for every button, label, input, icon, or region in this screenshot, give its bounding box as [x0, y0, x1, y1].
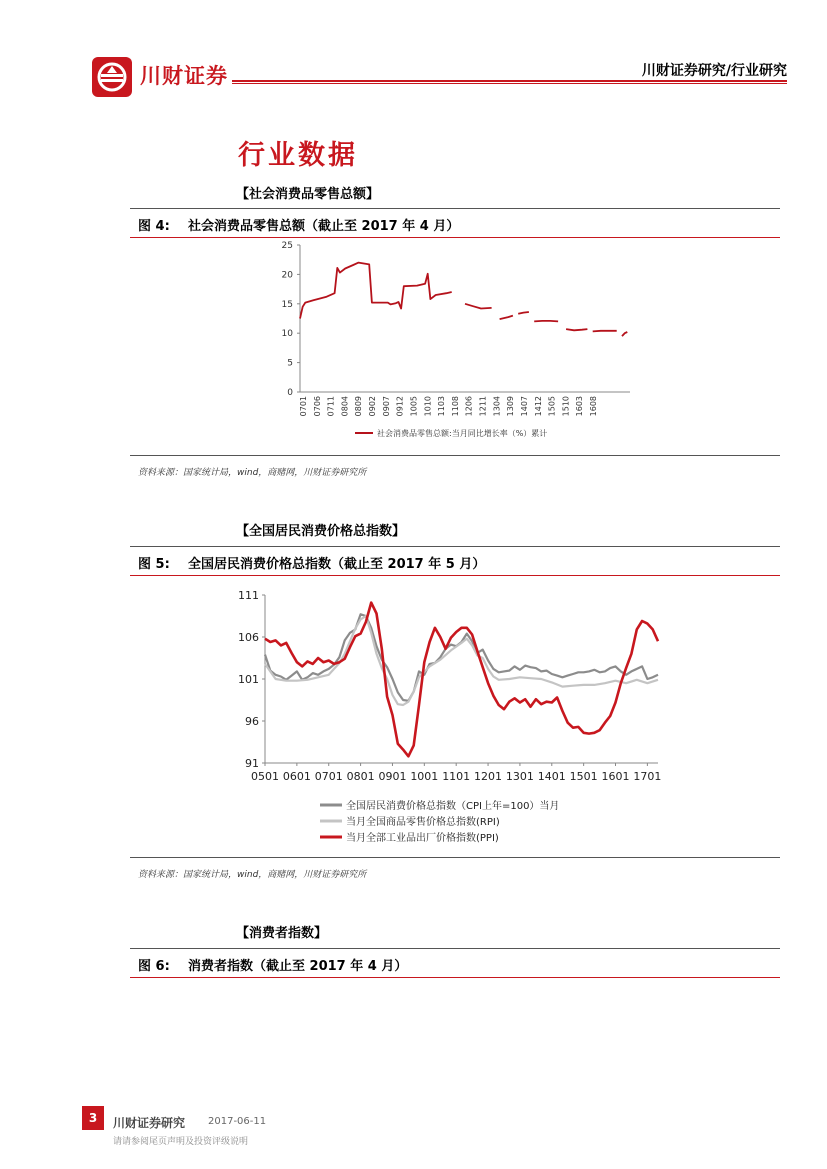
x-tick-label: 1103: [437, 396, 447, 417]
footer-disclaimer: 请请参阅尾页声明及投资评级说明: [113, 1137, 249, 1147]
y-tick-label: 5: [287, 358, 293, 369]
figure-source: 资料来源：国家统计局，wind，商赌网，川财证券研究所: [138, 468, 367, 478]
y-tick-label: 10: [281, 329, 293, 340]
y-tick-label: 96: [245, 715, 259, 728]
footer-brand: 川财证券研究: [113, 1116, 186, 1130]
retail-sales-chart: [265, 238, 645, 444]
x-tick-label: 1301: [505, 770, 534, 783]
x-tick-label: 0809: [354, 396, 364, 417]
series-line: [534, 321, 558, 322]
legend-label: 当月全国商品零售价格总指数(RPI): [346, 817, 500, 828]
x-tick-label: 0901: [378, 770, 407, 783]
x-tick-label: 0706: [312, 396, 322, 417]
x-tick-label: 0701: [299, 396, 308, 417]
header-divider: [232, 80, 787, 82]
series-line: [465, 304, 492, 309]
series-line: [593, 331, 617, 332]
x-tick-label: 0601: [282, 770, 311, 783]
figure-label: 图 4:: [138, 219, 170, 234]
subhead-cpi: 【全国居民消费价格总指数】: [236, 524, 406, 539]
x-tick-label: 1505: [547, 396, 557, 417]
x-tick-label: 1309: [506, 396, 516, 417]
x-tick-label: 1510: [561, 396, 571, 417]
price-index-chart: [225, 583, 675, 848]
legend-label: 社会消费品零售总额:当月同比增长率（%）累计: [377, 429, 548, 438]
figure-title: 消费者指数（截止至 2017 年 4 月）: [188, 959, 408, 974]
x-tick-label: 1206: [464, 396, 474, 417]
x-tick-label: 0701: [314, 770, 343, 783]
figure-5-caption: [130, 546, 780, 576]
x-tick-label: 1304: [492, 396, 502, 417]
series-line: [566, 329, 587, 330]
figure-title: 社会消费品零售总额（截止至 2017 年 4 月）: [188, 219, 460, 234]
x-tick-label: 1201: [474, 770, 503, 783]
y-tick-label: 0: [287, 388, 293, 398]
x-tick-label: 1601: [601, 770, 630, 783]
source-divider: [130, 455, 780, 456]
x-tick-label: 1501: [569, 770, 598, 783]
x-tick-label: 0801: [346, 770, 375, 783]
figure-title: 全国居民消费价格总指数（截止至 2017 年 5 月）: [188, 557, 486, 572]
y-tick-label: 111: [238, 589, 259, 602]
y-tick-label: 20: [281, 270, 293, 281]
series-line: [622, 332, 627, 336]
figure-source: 资料来源：国家统计局，wind，商赌网，川财证券研究所: [138, 870, 367, 880]
figure-label: 图 5:: [138, 557, 170, 572]
figure-6-caption: [130, 948, 780, 978]
footer-date: 2017-06-11: [208, 1116, 267, 1127]
x-tick-label: 1701: [633, 770, 662, 783]
page-number: 3: [82, 1106, 104, 1130]
y-tick-label: 101: [238, 673, 259, 686]
series-line: [518, 312, 529, 314]
x-tick-label: 0804: [340, 396, 350, 417]
legend-label: 全国居民消费价格总指数（CPI上年=100）当月: [346, 801, 560, 812]
brand-logo-icon: [92, 57, 132, 97]
x-tick-label: 0711: [326, 396, 336, 417]
x-tick-label: 1010: [423, 396, 433, 417]
x-tick-label: 1101: [442, 770, 471, 783]
x-tick-label: 1401: [537, 770, 566, 783]
y-tick-label: 15: [281, 299, 293, 310]
x-tick-label: 1608: [589, 396, 598, 417]
series-line: [265, 603, 658, 757]
x-tick-label: 1001: [410, 770, 439, 783]
figure-4-caption: [130, 208, 780, 238]
section-title: 行业数据: [238, 140, 358, 171]
subhead-retail-sales: 【社会消费品零售总额】: [236, 187, 380, 202]
subhead-consumer-index: 【消费者指数】: [236, 926, 328, 941]
x-tick-label: 1108: [450, 396, 460, 417]
y-tick-label: 91: [245, 757, 259, 770]
x-tick-label: 1407: [519, 396, 529, 417]
source-divider: [130, 857, 780, 858]
y-tick-label: 25: [281, 241, 293, 251]
y-tick-label: 106: [238, 631, 259, 644]
brand-name: 川财证券: [140, 64, 228, 88]
legend-label: 当月全部工业品出厂价格指数(PPI): [346, 833, 499, 844]
x-tick-label: 0902: [368, 396, 378, 417]
report-category: 川财证券研究/行业研究: [641, 63, 787, 79]
x-tick-label: 1211: [478, 396, 488, 417]
x-tick-label: 0912: [395, 396, 405, 417]
figure-label: 图 6:: [138, 959, 170, 974]
series-line: [500, 316, 513, 320]
series-line: [300, 263, 452, 319]
header-divider-thin: [232, 83, 787, 84]
x-tick-label: 1603: [575, 396, 585, 417]
x-tick-label: 0501: [251, 770, 279, 783]
x-tick-label: 1412: [533, 396, 543, 417]
x-tick-label: 1005: [409, 396, 419, 417]
x-tick-label: 0907: [381, 396, 391, 417]
